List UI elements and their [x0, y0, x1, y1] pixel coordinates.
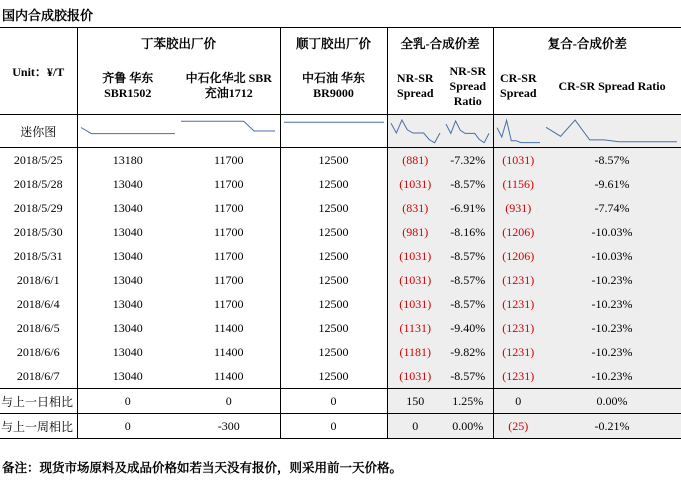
row-date: 2018/6/4	[16, 296, 60, 311]
unit-label: Unit：¥/T	[0, 28, 77, 115]
cell-sbr1712: 11400	[213, 320, 244, 335]
cell-nr-spread: (1031)	[387, 292, 443, 316]
cell-sbr1502: 13040	[77, 244, 178, 268]
cell-br9000: 0	[280, 414, 387, 439]
cell-sbr1502: 13040	[77, 340, 178, 364]
cell-br9000: 12500	[280, 340, 387, 364]
col-nr-spread: NR-SR Spread	[387, 58, 443, 115]
summary-row	[0, 389, 681, 414]
cell-cr-ratio: -10.23%	[543, 316, 681, 340]
cell-sbr1712: 11400	[213, 344, 244, 359]
cell-cr-spread: (1231)	[493, 316, 543, 340]
cell-cr-ratio: -10.23%	[543, 268, 681, 292]
rubber-price-table	[0, 27, 681, 439]
cell-sbr1712: 11700	[213, 248, 244, 263]
table-row	[0, 292, 681, 316]
cell-cr-ratio: -9.61%	[543, 172, 681, 196]
cell-cr-ratio: -0.21%	[543, 414, 681, 439]
cell-sbr1502: 0	[77, 414, 178, 439]
cell-sbr1502: 13040	[77, 196, 178, 220]
cell-cr-ratio: -10.03%	[543, 244, 681, 268]
sparkline-cr-spread	[493, 115, 543, 148]
cell-cr-ratio: 0.00%	[543, 389, 681, 414]
cell-nr-ratio: -6.91%	[443, 196, 493, 220]
cell-br9000: 12500	[280, 220, 387, 244]
cell-sbr1502: 13040	[77, 172, 178, 196]
sparkline-sbr1502	[77, 115, 178, 148]
cell-sbr1712: 11700	[213, 272, 244, 287]
cell-nr-ratio: -8.16%	[443, 220, 493, 244]
cell-cr-spread: (1231)	[493, 268, 543, 292]
sparkline-path	[446, 121, 489, 143]
cell-br9000: 12500	[280, 172, 387, 196]
cell-nr-spread: (1181)	[387, 340, 443, 364]
cell-nr-spread: (1031)	[387, 268, 443, 292]
summary-row	[0, 414, 681, 439]
table-row	[0, 316, 681, 340]
cell-nr-ratio: -8.57%	[443, 364, 493, 389]
cell-nr-ratio: -8.57%	[443, 244, 493, 268]
table-row	[0, 196, 681, 220]
cell-nr-spread: (881)	[387, 148, 443, 173]
cell-br9000: 12500	[280, 292, 387, 316]
cell-br9000: 12500	[280, 244, 387, 268]
sparkline-nr-ratio	[443, 115, 493, 148]
row-date: 2018/5/30	[13, 224, 63, 239]
cell-nr-ratio: -8.57%	[443, 268, 493, 292]
cell-sbr1712: -300	[178, 414, 280, 439]
col-cr-spread: CR-SR Spread	[493, 58, 543, 115]
row-date: 2018/5/28	[13, 176, 63, 191]
cell-nr-spread: (1131)	[387, 316, 443, 340]
cell-nr-spread: (1031)	[387, 172, 443, 196]
cell-cr-spread: (1206)	[493, 220, 543, 244]
sparkline-label: 迷你图	[20, 124, 57, 139]
cell-br9000: 12500	[280, 364, 387, 389]
cell-nr-spread: (831)	[387, 196, 443, 220]
table-row	[0, 244, 681, 268]
group-cr-spread: 复合-合成价差	[493, 28, 681, 59]
cell-sbr1712: 11700	[213, 176, 244, 191]
cell-cr-ratio: -10.23%	[543, 364, 681, 389]
row-date: 2018/5/31	[13, 248, 63, 263]
cell-nr-spread: (1031)	[387, 244, 443, 268]
group-nr-spread: 全乳-合成价差	[387, 28, 493, 59]
cell-cr-spread: (1231)	[493, 340, 543, 364]
cell-nr-ratio: -7.32%	[443, 148, 493, 173]
cell-br9000: 12500	[280, 148, 387, 173]
row-date: 2018/5/25	[13, 152, 63, 167]
cell-nr-ratio: -9.82%	[443, 340, 493, 364]
table-row	[0, 220, 681, 244]
table-row	[0, 172, 681, 196]
cell-br9000: 12500	[280, 268, 387, 292]
cell-sbr1712: 0	[178, 389, 280, 414]
cell-cr-ratio: -7.74%	[543, 196, 681, 220]
sparkline-path	[81, 128, 175, 134]
row-date: 2018/5/29	[13, 200, 63, 215]
cell-cr-ratio: -10.03%	[543, 220, 681, 244]
cell-cr-spread: (25)	[493, 414, 543, 439]
cell-sbr1502: 13040	[77, 220, 178, 244]
cell-sbr1502: 13180	[77, 148, 178, 173]
cell-cr-spread: (1156)	[493, 172, 543, 196]
cell-sbr1502: 13040	[77, 316, 178, 340]
row-date: 2018/6/5	[16, 320, 60, 335]
cell-sbr1712: 11700	[213, 296, 244, 311]
table-row	[0, 340, 681, 364]
cell-cr-ratio: -10.23%	[543, 292, 681, 316]
table-title: 国内合成胶报价	[2, 8, 94, 23]
cell-sbr1502: 0	[77, 389, 178, 414]
cell-cr-ratio: -8.57%	[543, 148, 681, 173]
sparkline-nr-spread	[387, 115, 443, 148]
col-cr-ratio: CR-SR Spread Ratio	[543, 58, 681, 115]
group-br: 顺丁胶出厂价	[280, 28, 387, 59]
cell-sbr1712: 11700	[213, 224, 244, 239]
cell-sbr1712: 11400	[178, 364, 280, 389]
row-date: 2018/6/1	[16, 272, 60, 287]
sparkline-path	[391, 120, 440, 143]
row-label: 与上一周相比	[0, 414, 77, 439]
table-row	[0, 268, 681, 292]
group-sbr: 丁苯胶出厂价	[77, 28, 280, 59]
col-sbr1502: 齐鲁 华东 SBR1502	[77, 58, 178, 115]
cell-br9000: 12500	[280, 316, 387, 340]
cell-sbr1502: 13040	[77, 268, 178, 292]
row-date: 2018/6/6	[16, 344, 60, 359]
sparkline-sbr1712	[178, 115, 280, 148]
cell-nr-spread: 0	[387, 414, 443, 439]
row-label: 与上一日相比	[0, 389, 77, 414]
cell-cr-spread: (931)	[493, 196, 543, 220]
cell-cr-spread: (1031)	[493, 148, 543, 173]
cell-br9000: 0	[280, 389, 387, 414]
cell-nr-ratio: -8.57%	[443, 292, 493, 316]
cell-nr-ratio: -8.57%	[443, 172, 493, 196]
col-nr-ratio: NR-SR Spread Ratio	[443, 58, 493, 115]
cell-nr-spread: 150	[387, 389, 443, 414]
cell-cr-spread: (1231)	[493, 292, 543, 316]
cell-sbr1502: 13040	[77, 292, 178, 316]
cell-sbr1712: 11700	[213, 200, 244, 215]
cell-nr-spread: (1031)	[387, 364, 443, 389]
footnote: 备注：现货市场原料及成品价格如若当天没有报价，则采用前一天价格。	[2, 461, 403, 475]
cell-nr-ratio: -9.40%	[443, 316, 493, 340]
sparkline-path	[181, 121, 275, 131]
sparkline-path	[546, 120, 677, 142]
cell-cr-spread: 0	[493, 389, 543, 414]
sparkline-path	[497, 120, 540, 142]
cell-cr-spread: (1206)	[493, 244, 543, 268]
cell-nr-spread: (981)	[387, 220, 443, 244]
sparkline-cr-ratio	[543, 115, 681, 148]
col-sbr1712: 中石化华北 SBR 充油1712	[178, 58, 280, 115]
cell-sbr1502: 13040	[77, 364, 178, 389]
cell-cr-ratio: -10.23%	[543, 340, 681, 364]
cell-br9000: 12500	[280, 196, 387, 220]
table-row	[0, 148, 681, 173]
row-date: 2018/6/7	[0, 364, 77, 389]
cell-sbr1712: 11700	[213, 152, 244, 167]
cell-nr-ratio: 0.00%	[443, 414, 493, 439]
sparkline-br9000	[280, 115, 387, 148]
cell-cr-spread: (1231)	[493, 364, 543, 389]
col-br9000: 中石油 华东 BR9000	[280, 58, 387, 115]
cell-nr-ratio: 1.25%	[443, 389, 493, 414]
table-row	[0, 364, 681, 389]
